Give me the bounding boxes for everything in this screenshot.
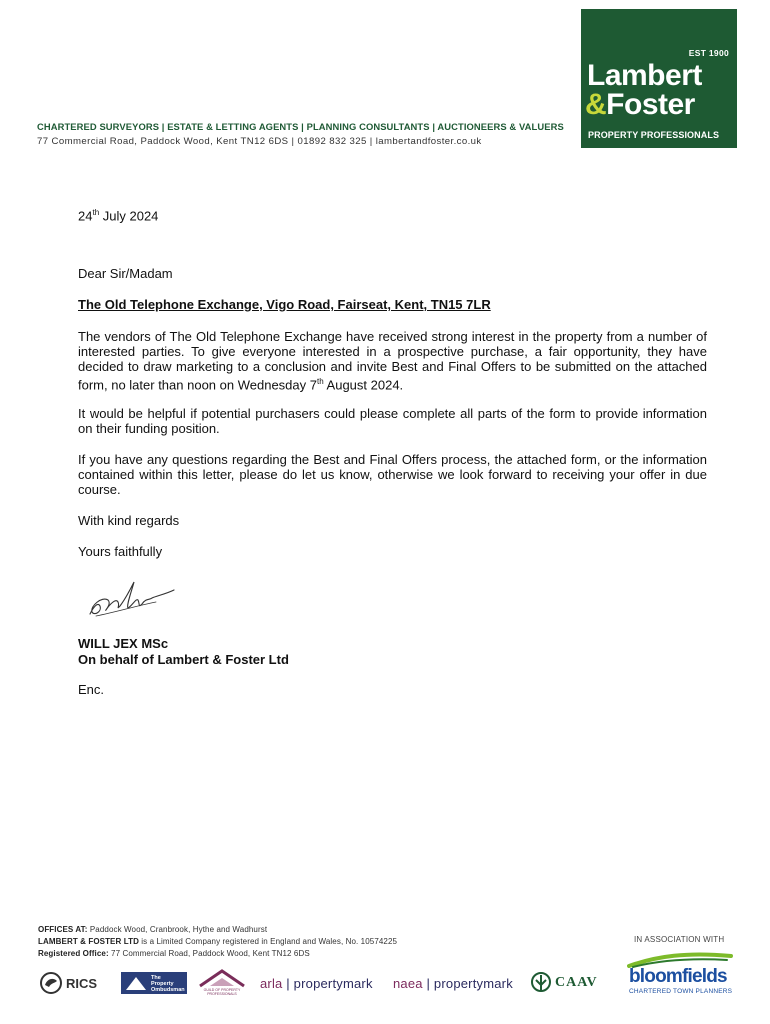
header-tagline: CHARTERED SURVEYORS | ESTATE & LETTING AGENTS | PLANNING CONSULTANTS | AUCTIONEERS & VALUERS (37, 121, 564, 132)
rics-logo (38, 971, 97, 995)
bloomfields-text: bloomfields (629, 966, 727, 987)
footer-company-label: LAMBERT & FOSTER LTD (38, 937, 139, 946)
logo-name-line1: Lambert (587, 59, 702, 92)
paragraph-1-end: August 2024. (323, 377, 404, 393)
date-day: 24 (78, 208, 93, 224)
property-ombudsman-logo (121, 972, 187, 994)
naea-propertymark: | propertymark (422, 976, 513, 991)
paragraph-3: If you have any questions regarding the Best and Final Offers process, the attached form, or the information contained within this letter, please do let us know, otherwise we look forward to receiving your offer in due course. (78, 452, 707, 497)
naea-propertymark-logo (393, 976, 513, 991)
footer-offices (38, 925, 267, 934)
bloomfields-subtitle: CHARTERED TOWN PLANNERS (629, 988, 733, 995)
guild-house-icon (196, 968, 248, 988)
footer-company (38, 937, 397, 946)
logo-name-foster: Foster (606, 88, 695, 121)
letter-date (78, 205, 158, 223)
logo-est: EST 1900 (688, 48, 729, 58)
footer-registered-label: Registered Office: (38, 949, 109, 958)
logo-name-line2 (585, 90, 695, 120)
closing: Yours faithfully (78, 544, 163, 559)
paragraph-1 (78, 329, 707, 392)
ombudsman-text-1: The Property (151, 975, 174, 987)
letter-subject: The Old Telephone Exchange, Vigo Road, Fairseat, Kent, TN15 7LR (78, 297, 491, 312)
footer-offices-label: OFFICES AT: (38, 925, 88, 934)
guild-text: GUILD OF PROPERTY PROFESSIONALS (203, 988, 241, 996)
company-logo (581, 9, 737, 148)
footer-registered-text: 77 Commercial Road, Paddock Wood, Kent TN12 6DS (108, 949, 310, 958)
date-suffix: th (92, 208, 100, 217)
ombudsman-text-2: Ombudsman (151, 987, 185, 993)
caav-leaf-icon (530, 971, 552, 995)
bloomfields-logo (627, 950, 735, 998)
signer-name: WILL JEX MSc (78, 636, 169, 651)
caav-text: CAAV (555, 975, 598, 990)
signer-role: On behalf of Lambert & Foster Ltd (78, 652, 289, 667)
footer-registered (38, 949, 310, 958)
date-rest: July 2024 (99, 208, 159, 224)
logo-tagline: PROPERTY PROFESSIONALS (588, 130, 720, 140)
arla-propertymark-logo (260, 976, 373, 991)
footer-offices-text: Paddock Wood, Cranbrook, Hythe and Wadhurst (87, 925, 268, 934)
arla-propertymark: | propertymark (282, 976, 373, 991)
guild-logo (196, 968, 248, 996)
kind-regards: With kind regards (78, 513, 180, 528)
arla-brand: arla (260, 976, 283, 991)
logo-ampersand: & (585, 88, 607, 121)
rics-lion-icon (38, 971, 64, 995)
header-address: 77 Commercial Road, Paddock Wood, Kent TN12 6DS | 01892 832 325 | lambertandfoster.co.uk (37, 136, 482, 147)
naea-brand: naea (393, 976, 423, 991)
rics-text: RICS (66, 975, 98, 991)
paragraph-1-sup: th (316, 377, 324, 386)
paragraph-2: It would be helpful if potential purchasers could please complete all parts of the form to provide information on their funding position. (78, 406, 707, 436)
salutation: Dear Sir/Madam (78, 266, 173, 281)
ombudsman-triangle-icon (126, 977, 146, 990)
paragraph-1-text: The vendors of The Old Telephone Exchange have received strong interest in the property from a number of interested parties. To give everyone interested in a prospective purchase, a fair opportunity, they have decided to draw marketing to a conclusion and invite Best and Final Offers to be submitted on the attached form, no later than noon on Wednesday 7 (78, 329, 707, 393)
enclosure-note: Enc. (78, 682, 105, 697)
footer-company-text: is a Limited Company registered in England and Wales, No. 10574225 (138, 937, 398, 946)
caav-logo (530, 971, 598, 995)
signature-image (86, 576, 178, 620)
footer-association: IN ASSOCIATION WITH (634, 935, 725, 944)
